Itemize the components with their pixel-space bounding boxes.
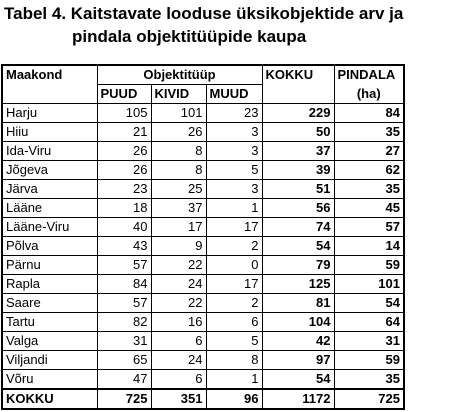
cell-pindala: 64 [334, 313, 404, 332]
cell-puud: 57 [97, 294, 151, 313]
cell-kivid: 16 [151, 313, 206, 332]
table-row [2, 370, 404, 390]
cell-kivid: 22 [151, 256, 206, 275]
cell-kivid: 17 [151, 218, 206, 237]
cell-pindala: 35 [334, 123, 404, 142]
cell-puud: 31 [97, 332, 151, 351]
cell-muud: 3 [206, 142, 262, 161]
cell-kivid: 101 [151, 104, 206, 123]
cell-muud: 17 [206, 275, 262, 294]
cell-kokku: 97 [262, 351, 334, 370]
cell-kivid: 37 [151, 199, 206, 218]
table-row [2, 161, 404, 180]
cell-pindala: 725 [334, 389, 404, 409]
cell-puud: 18 [97, 199, 151, 218]
table-row [2, 237, 404, 256]
cell-muud: 96 [206, 389, 262, 409]
table-row [2, 218, 404, 237]
header-kokku-blank [262, 85, 334, 104]
table-row [2, 275, 404, 294]
cell-maakond: Rapla [2, 275, 97, 294]
cell-kivid: 6 [151, 332, 206, 351]
cell-pindala: 59 [334, 351, 404, 370]
cell-muud: 5 [206, 332, 262, 351]
cell-muud: 8 [206, 351, 262, 370]
cell-pindala: 57 [334, 218, 404, 237]
cell-kokku: 81 [262, 294, 334, 313]
cell-puud: 26 [97, 161, 151, 180]
cell-pindala: 54 [334, 294, 404, 313]
cell-kokku: 79 [262, 256, 334, 275]
cell-pindala: 62 [334, 161, 404, 180]
cell-pindala: 45 [334, 199, 404, 218]
cell-puud: 65 [97, 351, 151, 370]
header-objektituup: Objektitüüp [97, 65, 262, 85]
cell-kokku: 125 [262, 275, 334, 294]
cell-kokku: 42 [262, 332, 334, 351]
cell-muud: 2 [206, 237, 262, 256]
cell-maakond: Jõgeva [2, 161, 97, 180]
cell-maakond: KOKKU [2, 389, 97, 409]
table-row [2, 294, 404, 313]
cell-kivid: 26 [151, 123, 206, 142]
table-row [2, 256, 404, 275]
cell-maakond: Pärnu [2, 256, 97, 275]
header-puud: PUUD [97, 85, 151, 104]
cell-kokku: 54 [262, 237, 334, 256]
cell-pindala: 35 [334, 370, 404, 390]
cell-maakond: Tartu [2, 313, 97, 332]
table-row [2, 199, 404, 218]
cell-kokku: 1172 [262, 389, 334, 409]
cell-pindala: 14 [334, 237, 404, 256]
cell-puud: 57 [97, 256, 151, 275]
header-maakond-blank [2, 85, 97, 104]
table-row [2, 180, 404, 199]
cell-puud: 40 [97, 218, 151, 237]
table-row [2, 104, 404, 123]
cell-muud: 3 [206, 123, 262, 142]
cell-muud: 5 [206, 161, 262, 180]
cell-puud: 725 [97, 389, 151, 409]
table-title-line-1: Tabel 4. Kaitstavate looduse üksikobjektide arv ja [4, 4, 404, 23]
cell-kokku: 51 [262, 180, 334, 199]
cell-puud: 26 [97, 142, 151, 161]
cell-kokku: 74 [262, 218, 334, 237]
table-title-line-2: pindala objektitüüpide kaupa [72, 27, 307, 46]
cell-muud: 1 [206, 370, 262, 390]
cell-muud: 3 [206, 180, 262, 199]
cell-maakond: Valga [2, 332, 97, 351]
table-row [2, 332, 404, 351]
cell-maakond: Viljandi [2, 351, 97, 370]
header-row-1 [2, 65, 404, 85]
cell-kivid: 8 [151, 142, 206, 161]
cell-pindala: 35 [334, 180, 404, 199]
cell-puud: 105 [97, 104, 151, 123]
total-row [2, 389, 404, 409]
header-pindala-unit: (ha) [334, 85, 404, 104]
table-row [2, 123, 404, 142]
cell-maakond: Lääne [2, 199, 97, 218]
header-pindala: PINDALA [334, 65, 404, 85]
cell-pindala: 84 [334, 104, 404, 123]
cell-kivid: 25 [151, 180, 206, 199]
cell-puud: 23 [97, 180, 151, 199]
cell-puud: 84 [97, 275, 151, 294]
cell-muud: 0 [206, 256, 262, 275]
cell-maakond: Saare [2, 294, 97, 313]
cell-kokku: 104 [262, 313, 334, 332]
cell-kivid: 351 [151, 389, 206, 409]
cell-kokku: 229 [262, 104, 334, 123]
table-row [2, 313, 404, 332]
cell-maakond: Ida-Viru [2, 142, 97, 161]
cell-kivid: 8 [151, 161, 206, 180]
county-objects-table [1, 64, 405, 410]
cell-kivid: 24 [151, 351, 206, 370]
header-kokku: KOKKU [262, 65, 334, 85]
table-row [2, 351, 404, 370]
cell-kokku: 37 [262, 142, 334, 161]
cell-muud: 1 [206, 199, 262, 218]
cell-muud: 2 [206, 294, 262, 313]
cell-kokku: 54 [262, 370, 334, 390]
cell-kivid: 24 [151, 275, 206, 294]
header-muud: MUUD [206, 85, 262, 104]
cell-maakond: Hiiu [2, 123, 97, 142]
cell-pindala: 31 [334, 332, 404, 351]
cell-puud: 47 [97, 370, 151, 390]
cell-pindala: 27 [334, 142, 404, 161]
cell-maakond: Võru [2, 370, 97, 390]
cell-kivid: 9 [151, 237, 206, 256]
cell-puud: 82 [97, 313, 151, 332]
header-maakond: Maakond [2, 65, 97, 85]
cell-puud: 43 [97, 237, 151, 256]
cell-muud: 17 [206, 218, 262, 237]
cell-puud: 21 [97, 123, 151, 142]
cell-maakond: Põlva [2, 237, 97, 256]
cell-pindala: 101 [334, 275, 404, 294]
cell-kivid: 6 [151, 370, 206, 390]
cell-kokku: 56 [262, 199, 334, 218]
header-kivid: KIVID [151, 85, 206, 104]
cell-muud: 23 [206, 104, 262, 123]
cell-muud: 6 [206, 313, 262, 332]
cell-kivid: 22 [151, 294, 206, 313]
cell-pindala: 59 [334, 256, 404, 275]
header-row-2 [2, 85, 404, 104]
cell-maakond: Järva [2, 180, 97, 199]
table-row [2, 142, 404, 161]
cell-maakond: Lääne-Viru [2, 218, 97, 237]
cell-maakond: Harju [2, 104, 97, 123]
cell-kokku: 50 [262, 123, 334, 142]
cell-kokku: 39 [262, 161, 334, 180]
